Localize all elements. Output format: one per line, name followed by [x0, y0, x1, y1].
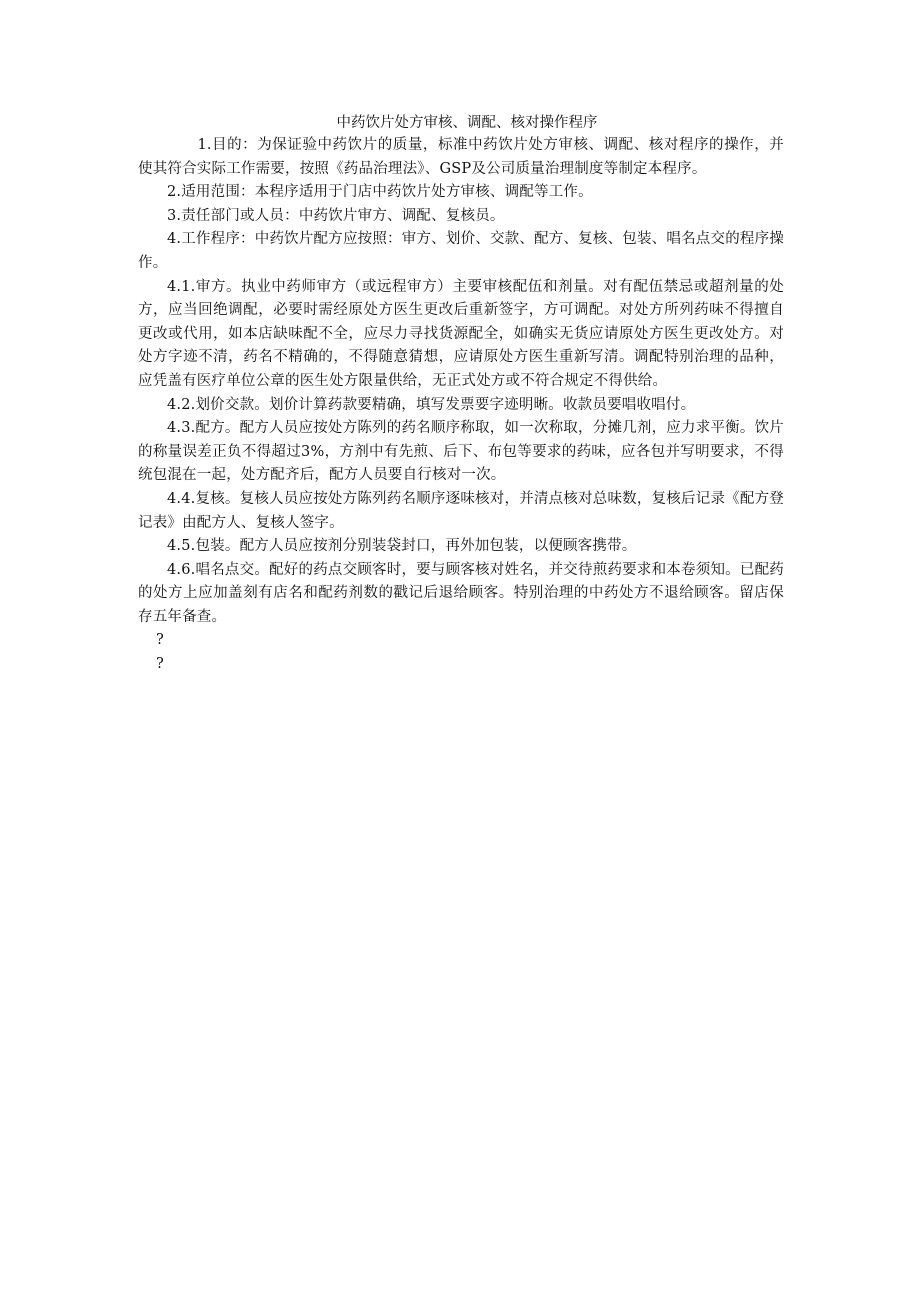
trailing-mark: ?: [156, 656, 164, 673]
trailing-mark: ?: [156, 632, 164, 649]
paragraph-review: 4.1.审方。执业中药师审方（或远程审方）主要审核配伍和剂量。对有配伍禁忌或超剂量的处方，应当回绝调配，必要时需经原处方医生更改后重新签字，方可调配。对处方所列药味不得擅自更改或代用，如本店缺味配不全，应尽力寻找货源配全，如确实无货应请原处方医生更改处方。对处方字迹不清，药名不精确的，不得随意猜想，应请原处方医生重新写清。调配特别治理的品种，应凭盖有医疗单位公章的医生处方限量供给，无正式处方或不符合规定不得供给。: [138, 278, 784, 389]
paragraph-procedure: 4.工作程序：中药饮片配方应按照：审方、划价、交款、配方、复核、包装、唱名点交的程序操作。: [138, 231, 784, 271]
paragraph-pricing: 4.2.划价交款。划价计算药款要精确，填写发票要字迹明晰。收款员要唱收唱付。: [167, 396, 696, 413]
paragraph-purpose: 1.目的：为保证验中药饮片的质量，标准中药饮片处方审核、调配、核对程序的操作，并使其符合实际工作需要，按照《药品治理法》、GSP及公司质量治理制度等制定本程序。: [138, 137, 784, 177]
paragraph-responsible: 3.责任部门或人员：中药饮片审方、调配、复核员。: [167, 207, 505, 224]
paragraph-scope: 2.适用范围：本程序适用于门店中药饮片处方审核、调配等工作。: [167, 184, 593, 201]
paragraph-packaging: 4.5.包装。配方人员应按剂分别装袋封口，再外加包装，以便顾客携带。: [167, 538, 637, 555]
paragraph-recheck: 4.4.复核。复核人员应按处方陈列药名顺序逐味核对，并清点核对总味数，复核后记录《配方登记表》由配方人、复核人签字。: [138, 490, 784, 531]
document-title: 中药饮片处方审核、调配、核对操作程序: [336, 115, 598, 131]
paragraph-dispensing: 4.3.配方。配方人员应按处方陈列的药名顺序称取，如一次称取，分摊几剂，应力求平衡。饮片的称量误差正负不得超过3%，方剂中有先煎、后下、布包等要求的药味，应各包并写明要求，不得统包混在一起，处方配齐后，配方人员要自行核对一次。: [138, 420, 784, 484]
paragraph-handover: 4.6.唱名点交。配好的药点交顾客时，要与顾客核对姓名，并交待煎药要求和本卷须知。已配药的处方上应加盖刻有店名和配药剂数的戳记后退给顾客。特别治理的中药处方不退给顾客。留店保存五年备查。: [138, 561, 784, 625]
document-page: [138, 112, 784, 677]
